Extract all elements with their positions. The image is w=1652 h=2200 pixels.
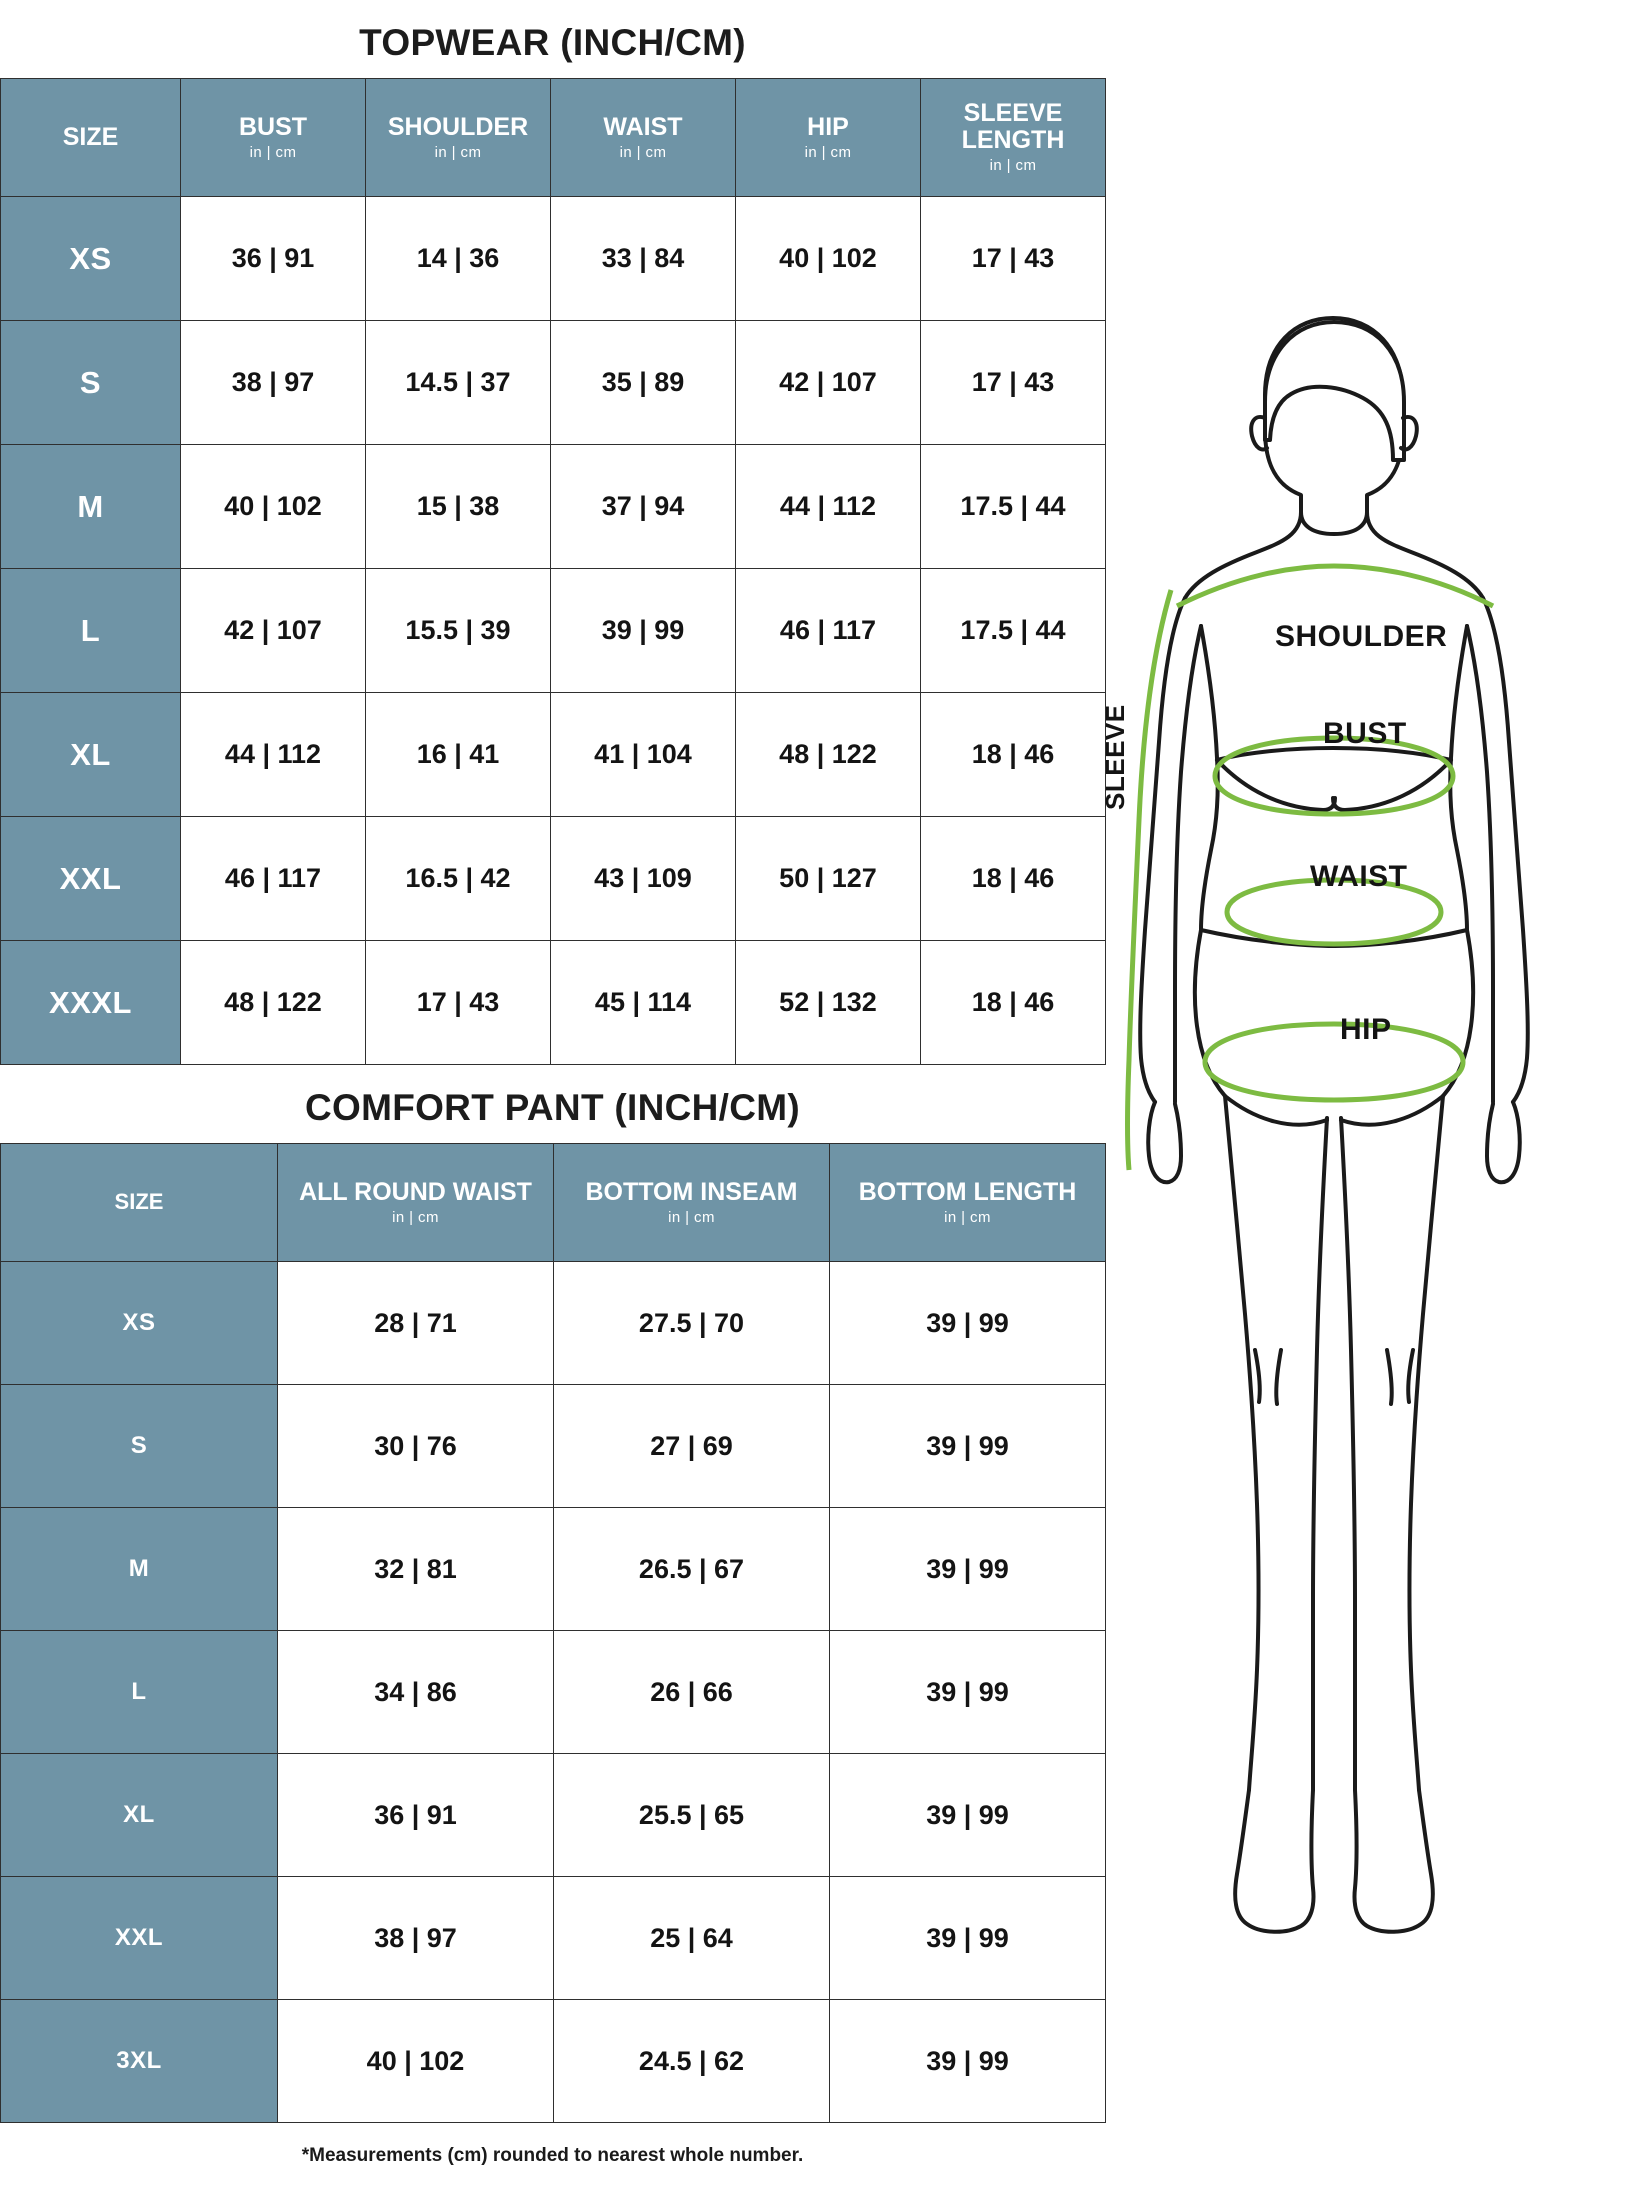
size-label: S	[1, 321, 181, 445]
cell-bottom-length: 39 | 99	[830, 1631, 1106, 1754]
cell-waist: 35 | 89	[551, 321, 736, 445]
cell-shoulder: 17 | 43	[366, 941, 551, 1065]
cell-sleeve-length: 17 | 43	[921, 321, 1106, 445]
unit-note: in | cm	[434, 143, 482, 161]
size-label: XL	[1, 693, 181, 817]
cell-waist: 39 | 99	[551, 569, 736, 693]
cell-hip: 42 | 107	[736, 321, 921, 445]
table-row	[1, 1754, 1106, 1877]
cell-waist: 41 | 104	[551, 693, 736, 817]
cell-sleeve-length: 17.5 | 44	[921, 569, 1106, 693]
cell-hip: 48 | 122	[736, 693, 921, 817]
cell-bust: 40 | 102	[181, 445, 366, 569]
hip-measure-line	[1205, 1024, 1463, 1100]
cell-all-round-waist: 36 | 91	[278, 1754, 554, 1877]
cell-hip: 44 | 112	[736, 445, 921, 569]
unit-note: in | cm	[944, 1209, 991, 1227]
measurement-footnote: *Measurements (cm) rounded to nearest whole number.	[301, 2145, 804, 2166]
figure-column	[1100, 0, 1652, 2200]
size-label: XXXL	[1, 941, 181, 1065]
table-row	[1, 817, 1106, 941]
topwear-title: TOPWEAR (INCH/CM)	[359, 22, 746, 63]
cell-bottom-inseam: 26 | 66	[554, 1631, 830, 1754]
cell-bottom-length: 39 | 99	[830, 1877, 1106, 2000]
cell-bottom-inseam: 26.5 | 67	[554, 1508, 830, 1631]
cell-bottom-length: 39 | 99	[830, 1262, 1106, 1385]
cell-bottom-length: 39 | 99	[830, 1508, 1106, 1631]
size-label: XXL	[1, 817, 181, 941]
cell-sleeve-length: 18 | 46	[921, 693, 1106, 817]
size-label: XL	[1, 1754, 278, 1877]
table-row	[1, 1631, 1106, 1754]
unit-note: in | cm	[804, 143, 852, 161]
size-label: L	[1, 1631, 278, 1754]
cell-bust: 48 | 122	[181, 941, 366, 1065]
pant-header-all-round-waist: ALL ROUND WAIST in | cm	[278, 1144, 554, 1262]
size-label: XXL	[1, 1877, 278, 2000]
table-row	[1, 321, 1106, 445]
cell-sleeve-length: 17.5 | 44	[921, 445, 1106, 569]
comfort-pant-table	[0, 1143, 1106, 2123]
cell-sleeve-length: 18 | 46	[921, 817, 1106, 941]
cell-waist: 43 | 109	[551, 817, 736, 941]
table-row	[1, 693, 1106, 817]
topwear-header-bust: BUST in | cm	[181, 79, 366, 197]
pant-title: COMFORT PANT (INCH/CM)	[304, 1087, 801, 1128]
topwear-header-row	[1, 79, 1106, 197]
cell-sleeve-length: 18 | 46	[921, 941, 1106, 1065]
figure-label-bust: BUST	[1323, 717, 1407, 750]
unit-note: in | cm	[392, 1209, 439, 1227]
topwear-header-waist: WAIST in | cm	[551, 79, 736, 197]
cell-bottom-inseam: 25 | 64	[554, 1877, 830, 2000]
cell-bottom-inseam: 27.5 | 70	[554, 1262, 830, 1385]
shoulder-measure-line	[1177, 566, 1493, 606]
table-row	[1, 1877, 1106, 2000]
table-row	[1, 1262, 1106, 1385]
table-row	[1, 197, 1106, 321]
cell-bottom-length: 39 | 99	[830, 1754, 1106, 1877]
cell-all-round-waist: 40 | 102	[278, 2000, 554, 2123]
pant-header-bottom-length: BOTTOM LENGTH in | cm	[830, 1144, 1106, 1262]
unit-note: in | cm	[619, 143, 667, 161]
cell-bust: 38 | 97	[181, 321, 366, 445]
table-row	[1, 941, 1106, 1065]
table-row	[1, 569, 1106, 693]
cell-shoulder: 16.5 | 42	[366, 817, 551, 941]
pant-header-size: SIZE	[1, 1144, 278, 1262]
pant-header-row	[1, 1144, 1106, 1262]
cell-bust: 44 | 112	[181, 693, 366, 817]
cell-bottom-inseam: 24.5 | 62	[554, 2000, 830, 2123]
cell-shoulder: 15.5 | 39	[366, 569, 551, 693]
cell-bottom-inseam: 27 | 69	[554, 1385, 830, 1508]
cell-bust: 46 | 117	[181, 817, 366, 941]
topwear-table	[0, 78, 1106, 1065]
table-row	[1, 2000, 1106, 2123]
topwear-header-size: SIZE	[1, 79, 181, 197]
size-label: L	[1, 569, 181, 693]
table-row	[1, 1508, 1106, 1631]
cell-all-round-waist: 32 | 81	[278, 1508, 554, 1631]
size-label: XS	[1, 197, 181, 321]
cell-shoulder: 15 | 38	[366, 445, 551, 569]
cell-waist: 45 | 114	[551, 941, 736, 1065]
cell-shoulder: 14 | 36	[366, 197, 551, 321]
body-measurement-figure	[1100, 290, 1652, 2000]
size-label: S	[1, 1385, 278, 1508]
cell-all-round-waist: 38 | 97	[278, 1877, 554, 2000]
table-row	[1, 1385, 1106, 1508]
cell-bust: 36 | 91	[181, 197, 366, 321]
cell-all-round-waist: 34 | 86	[278, 1631, 554, 1754]
size-label: 3XL	[1, 2000, 278, 2123]
topwear-header-hip: HIP in | cm	[736, 79, 921, 197]
size-label: M	[1, 1508, 278, 1631]
topwear-header-sleeve-length: SLEEVE LENGTH in | cm	[921, 79, 1106, 197]
cell-all-round-waist: 28 | 71	[278, 1262, 554, 1385]
unit-note: in | cm	[249, 143, 297, 161]
cell-waist: 33 | 84	[551, 197, 736, 321]
cell-bust: 42 | 107	[181, 569, 366, 693]
table-row	[1, 445, 1106, 569]
size-label: XS	[1, 1262, 278, 1385]
cell-all-round-waist: 30 | 76	[278, 1385, 554, 1508]
figure-label-hip: HIP	[1340, 1013, 1392, 1046]
figure-label-waist: WAIST	[1310, 860, 1408, 893]
cell-hip: 46 | 117	[736, 569, 921, 693]
cell-hip: 50 | 127	[736, 817, 921, 941]
cell-bottom-inseam: 25.5 | 65	[554, 1754, 830, 1877]
topwear-header-shoulder: SHOULDER in | cm	[366, 79, 551, 197]
size-label: M	[1, 445, 181, 569]
unit-note: in | cm	[668, 1209, 715, 1227]
figure-label-sleeve: SLEEVE	[1100, 704, 1130, 810]
cell-bottom-length: 39 | 99	[830, 2000, 1106, 2123]
cell-shoulder: 16 | 41	[366, 693, 551, 817]
female-body-outline-icon	[1105, 290, 1652, 2000]
figure-label-shoulder: SHOULDER	[1275, 620, 1448, 653]
cell-sleeve-length: 17 | 43	[921, 197, 1106, 321]
cell-waist: 37 | 94	[551, 445, 736, 569]
pant-header-bottom-inseam: BOTTOM INSEAM in | cm	[554, 1144, 830, 1262]
cell-bottom-length: 39 | 99	[830, 1385, 1106, 1508]
cell-hip: 40 | 102	[736, 197, 921, 321]
cell-shoulder: 14.5 | 37	[366, 321, 551, 445]
cell-hip: 52 | 132	[736, 941, 921, 1065]
unit-note: in | cm	[989, 157, 1037, 175]
